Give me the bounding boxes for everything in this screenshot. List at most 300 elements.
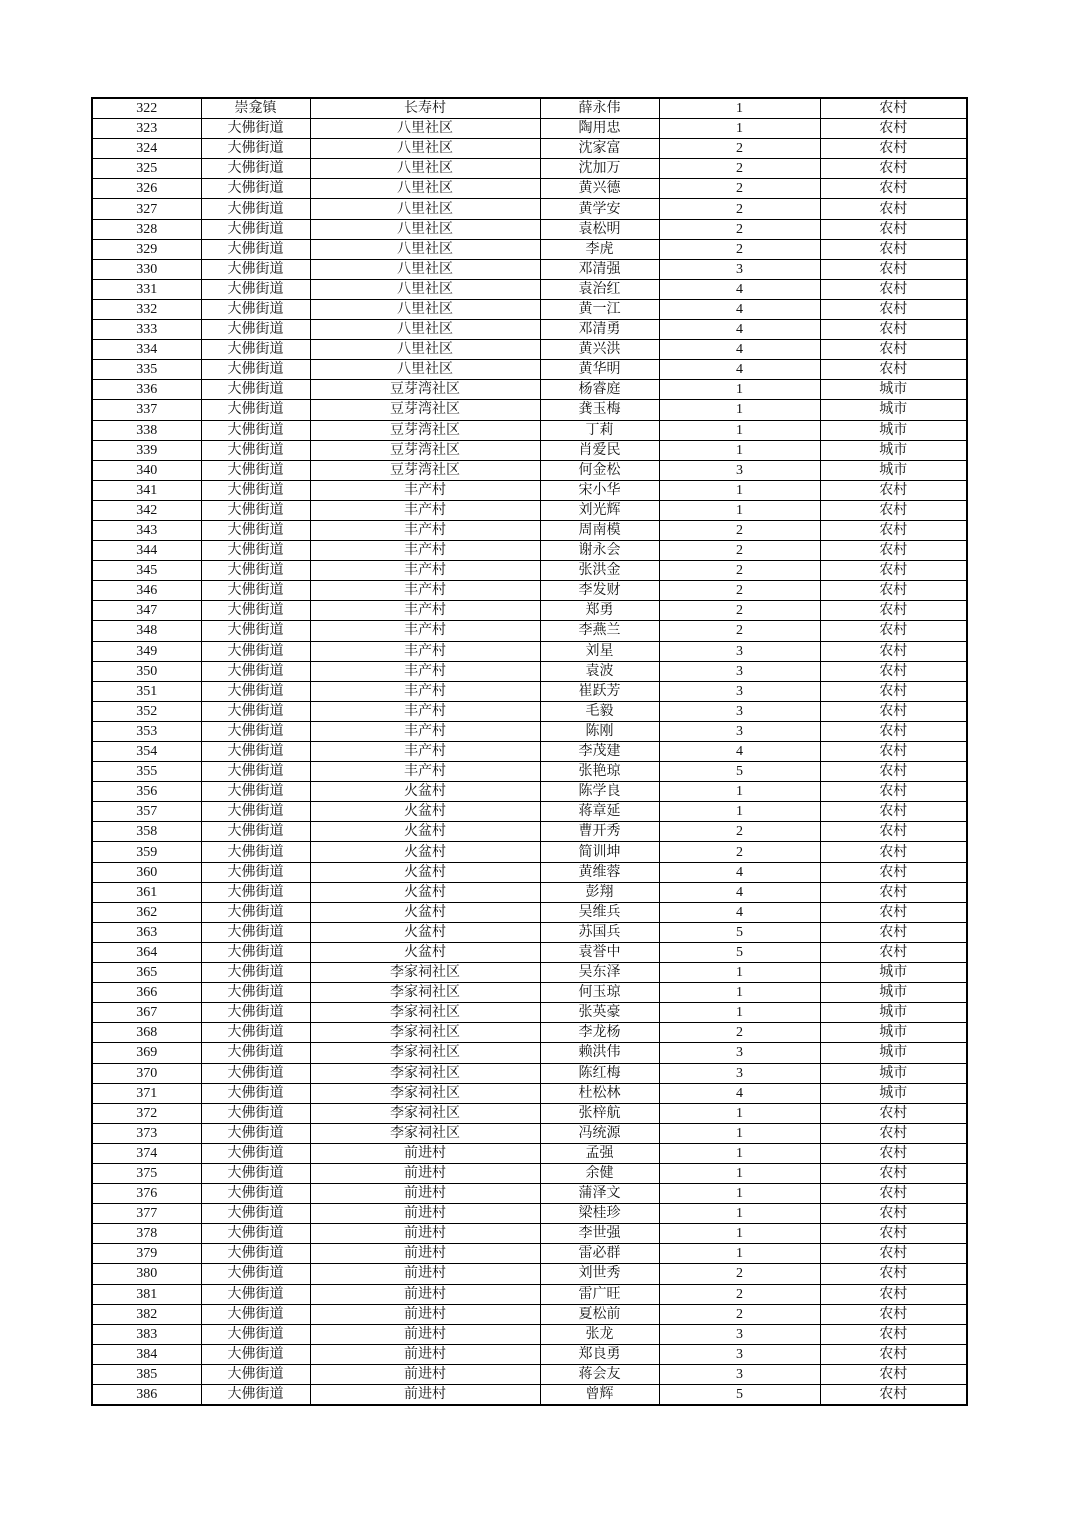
area-type-cell: 农村	[820, 159, 967, 179]
community-cell: 八里社区	[310, 199, 540, 219]
table-row	[92, 942, 967, 962]
name-cell: 陈红梅	[540, 1063, 659, 1083]
community-cell: 火盆村	[310, 802, 540, 822]
count-cell: 1	[659, 1103, 820, 1123]
count-cell: 1	[659, 1224, 820, 1244]
table-row	[92, 1043, 967, 1063]
row-number-cell: 333	[92, 320, 201, 340]
count-cell: 3	[659, 1364, 820, 1384]
area-type-cell: 农村	[820, 762, 967, 782]
area-type-cell: 城市	[820, 1063, 967, 1083]
community-cell: 前进村	[310, 1163, 540, 1183]
area-type-cell: 农村	[820, 882, 967, 902]
table-row	[92, 581, 967, 601]
count-cell: 5	[659, 942, 820, 962]
name-cell: 宋小华	[540, 480, 659, 500]
count-cell: 1	[659, 1204, 820, 1224]
table-row	[92, 561, 967, 581]
town-cell: 大佛街道	[201, 822, 310, 842]
table-row	[92, 681, 967, 701]
name-cell: 龚玉梅	[540, 400, 659, 420]
row-number-cell: 342	[92, 500, 201, 520]
name-cell: 蒲泽文	[540, 1184, 659, 1204]
table-row	[92, 1163, 967, 1183]
town-cell: 大佛街道	[201, 541, 310, 561]
town-cell: 大佛街道	[201, 963, 310, 983]
area-type-cell: 农村	[820, 621, 967, 641]
row-number-cell: 332	[92, 299, 201, 319]
row-number-cell: 353	[92, 721, 201, 741]
town-cell: 大佛街道	[201, 500, 310, 520]
count-cell: 1	[659, 963, 820, 983]
town-cell: 大佛街道	[201, 460, 310, 480]
town-cell: 大佛街道	[201, 882, 310, 902]
town-cell: 大佛街道	[201, 520, 310, 540]
community-cell: 火盆村	[310, 862, 540, 882]
name-cell: 郑良勇	[540, 1344, 659, 1364]
community-cell: 前进村	[310, 1143, 540, 1163]
name-cell: 雷广旺	[540, 1284, 659, 1304]
count-cell: 3	[659, 1063, 820, 1083]
count-cell: 4	[659, 340, 820, 360]
community-cell: 火盆村	[310, 922, 540, 942]
town-cell: 大佛街道	[201, 1284, 310, 1304]
community-cell: 火盆村	[310, 822, 540, 842]
row-number-cell: 349	[92, 641, 201, 661]
area-type-cell: 城市	[820, 380, 967, 400]
table-row	[92, 480, 967, 500]
area-type-cell: 农村	[820, 1143, 967, 1163]
row-number-cell: 347	[92, 601, 201, 621]
town-cell: 大佛街道	[201, 621, 310, 641]
table-row	[92, 1123, 967, 1143]
name-cell: 刘星	[540, 641, 659, 661]
count-cell: 2	[659, 1304, 820, 1324]
count-cell: 2	[659, 581, 820, 601]
row-number-cell: 380	[92, 1264, 201, 1284]
community-cell: 前进村	[310, 1204, 540, 1224]
count-cell: 3	[659, 1324, 820, 1344]
table-row	[92, 119, 967, 139]
name-cell: 杜松林	[540, 1083, 659, 1103]
community-cell: 火盆村	[310, 782, 540, 802]
community-cell: 丰产村	[310, 641, 540, 661]
name-cell: 崔跃芳	[540, 681, 659, 701]
row-number-cell: 329	[92, 239, 201, 259]
table-row	[92, 159, 967, 179]
count-cell: 2	[659, 621, 820, 641]
area-type-cell: 农村	[820, 601, 967, 621]
row-number-cell: 327	[92, 199, 201, 219]
area-type-cell: 农村	[820, 1224, 967, 1244]
row-number-cell: 330	[92, 259, 201, 279]
community-cell: 李家祠社区	[310, 1043, 540, 1063]
row-number-cell: 356	[92, 782, 201, 802]
table-row	[92, 239, 967, 259]
table-row	[92, 882, 967, 902]
town-cell: 大佛街道	[201, 1344, 310, 1364]
name-cell: 吴东泽	[540, 963, 659, 983]
community-cell: 丰产村	[310, 762, 540, 782]
name-cell: 何金松	[540, 460, 659, 480]
community-cell: 李家祠社区	[310, 1123, 540, 1143]
table-row	[92, 922, 967, 942]
community-cell: 前进村	[310, 1324, 540, 1344]
area-type-cell: 农村	[820, 742, 967, 762]
area-type-cell: 农村	[820, 279, 967, 299]
count-cell: 4	[659, 299, 820, 319]
name-cell: 丁莉	[540, 420, 659, 440]
name-cell: 曾辉	[540, 1385, 659, 1406]
count-cell: 4	[659, 902, 820, 922]
row-number-cell: 364	[92, 942, 201, 962]
town-cell: 大佛街道	[201, 762, 310, 782]
row-number-cell: 372	[92, 1103, 201, 1123]
name-cell: 陈刚	[540, 721, 659, 741]
town-cell: 大佛街道	[201, 1143, 310, 1163]
table-row	[92, 701, 967, 721]
count-cell: 1	[659, 1143, 820, 1163]
table-row	[92, 862, 967, 882]
name-cell: 张英豪	[540, 1003, 659, 1023]
town-cell: 大佛街道	[201, 581, 310, 601]
count-cell: 3	[659, 681, 820, 701]
row-number-cell: 377	[92, 1204, 201, 1224]
area-type-cell: 城市	[820, 1023, 967, 1043]
table-row	[92, 802, 967, 822]
count-cell: 2	[659, 1023, 820, 1043]
town-cell: 大佛街道	[201, 440, 310, 460]
area-type-cell: 农村	[820, 661, 967, 681]
count-cell: 1	[659, 1184, 820, 1204]
row-number-cell: 384	[92, 1344, 201, 1364]
area-type-cell: 农村	[820, 581, 967, 601]
name-cell: 邓清强	[540, 259, 659, 279]
count-cell: 1	[659, 1163, 820, 1183]
town-cell: 大佛街道	[201, 862, 310, 882]
community-cell: 八里社区	[310, 320, 540, 340]
count-cell: 4	[659, 320, 820, 340]
row-number-cell: 323	[92, 119, 201, 139]
table-row	[92, 1304, 967, 1324]
name-cell: 刘世秀	[540, 1264, 659, 1284]
count-cell: 1	[659, 380, 820, 400]
count-cell: 3	[659, 1043, 820, 1063]
community-cell: 八里社区	[310, 159, 540, 179]
area-type-cell: 农村	[820, 1364, 967, 1384]
table-row	[92, 1184, 967, 1204]
area-type-cell: 农村	[820, 179, 967, 199]
area-type-cell: 农村	[820, 299, 967, 319]
count-cell: 1	[659, 440, 820, 460]
data-table	[91, 97, 968, 1406]
area-type-cell: 农村	[820, 862, 967, 882]
count-cell: 1	[659, 400, 820, 420]
count-cell: 2	[659, 842, 820, 862]
community-cell: 前进村	[310, 1364, 540, 1384]
row-number-cell: 339	[92, 440, 201, 460]
community-cell: 前进村	[310, 1385, 540, 1406]
table-row	[92, 199, 967, 219]
name-cell: 谢永会	[540, 541, 659, 561]
community-cell: 豆芽湾社区	[310, 440, 540, 460]
area-type-cell: 农村	[820, 139, 967, 159]
town-cell: 大佛街道	[201, 259, 310, 279]
name-cell: 彭翔	[540, 882, 659, 902]
town-cell: 大佛街道	[201, 1123, 310, 1143]
count-cell: 3	[659, 701, 820, 721]
area-type-cell: 城市	[820, 1043, 967, 1063]
area-type-cell: 农村	[820, 199, 967, 219]
count-cell: 4	[659, 882, 820, 902]
community-cell: 丰产村	[310, 520, 540, 540]
town-cell: 大佛街道	[201, 360, 310, 380]
area-type-cell: 农村	[820, 681, 967, 701]
area-type-cell: 农村	[820, 360, 967, 380]
row-number-cell: 352	[92, 701, 201, 721]
town-cell: 大佛街道	[201, 1385, 310, 1406]
area-type-cell: 农村	[820, 1284, 967, 1304]
table-row	[92, 380, 967, 400]
table-row	[92, 1284, 967, 1304]
row-number-cell: 346	[92, 581, 201, 601]
community-cell: 八里社区	[310, 219, 540, 239]
community-cell: 八里社区	[310, 360, 540, 380]
count-cell: 3	[659, 661, 820, 681]
community-cell: 丰产村	[310, 701, 540, 721]
name-cell: 苏国兵	[540, 922, 659, 942]
table-row	[92, 1103, 967, 1123]
community-cell: 丰产村	[310, 480, 540, 500]
row-number-cell: 369	[92, 1043, 201, 1063]
row-number-cell: 365	[92, 963, 201, 983]
town-cell: 大佛街道	[201, 1264, 310, 1284]
name-cell: 李茂建	[540, 742, 659, 762]
row-number-cell: 367	[92, 1003, 201, 1023]
community-cell: 八里社区	[310, 279, 540, 299]
table-row	[92, 299, 967, 319]
table-row	[92, 641, 967, 661]
row-number-cell: 350	[92, 661, 201, 681]
count-cell: 2	[659, 159, 820, 179]
table-row	[92, 1063, 967, 1083]
table-row	[92, 822, 967, 842]
count-cell: 2	[659, 601, 820, 621]
row-number-cell: 326	[92, 179, 201, 199]
area-type-cell: 农村	[820, 239, 967, 259]
table-row	[92, 902, 967, 922]
town-cell: 大佛街道	[201, 1003, 310, 1023]
name-cell: 李龙杨	[540, 1023, 659, 1043]
community-cell: 前进村	[310, 1244, 540, 1264]
community-cell: 丰产村	[310, 721, 540, 741]
community-cell: 丰产村	[310, 581, 540, 601]
community-cell: 八里社区	[310, 259, 540, 279]
area-type-cell: 城市	[820, 1083, 967, 1103]
town-cell: 大佛街道	[201, 320, 310, 340]
community-cell: 前进村	[310, 1184, 540, 1204]
town-cell: 大佛街道	[201, 1023, 310, 1043]
name-cell: 黄学安	[540, 199, 659, 219]
row-number-cell: 328	[92, 219, 201, 239]
town-cell: 大佛街道	[201, 1364, 310, 1384]
name-cell: 梁桂珍	[540, 1204, 659, 1224]
area-type-cell: 农村	[820, 1264, 967, 1284]
table-body	[92, 98, 967, 1405]
count-cell: 4	[659, 742, 820, 762]
town-cell: 大佛街道	[201, 742, 310, 762]
name-cell: 蒋章延	[540, 802, 659, 822]
area-type-cell: 农村	[820, 922, 967, 942]
town-cell: 大佛街道	[201, 1224, 310, 1244]
town-cell: 大佛街道	[201, 1324, 310, 1344]
town-cell: 大佛街道	[201, 842, 310, 862]
count-cell: 2	[659, 822, 820, 842]
community-cell: 火盆村	[310, 902, 540, 922]
town-cell: 大佛街道	[201, 1184, 310, 1204]
town-cell: 大佛街道	[201, 159, 310, 179]
row-number-cell: 335	[92, 360, 201, 380]
table-row	[92, 842, 967, 862]
town-cell: 大佛街道	[201, 119, 310, 139]
row-number-cell: 340	[92, 460, 201, 480]
town-cell: 大佛街道	[201, 239, 310, 259]
row-number-cell: 371	[92, 1083, 201, 1103]
area-type-cell: 城市	[820, 1003, 967, 1023]
name-cell: 黄兴洪	[540, 340, 659, 360]
area-type-cell: 农村	[820, 802, 967, 822]
community-cell: 前进村	[310, 1264, 540, 1284]
table-row	[92, 541, 967, 561]
community-cell: 丰产村	[310, 681, 540, 701]
count-cell: 2	[659, 541, 820, 561]
town-cell: 大佛街道	[201, 219, 310, 239]
community-cell: 丰产村	[310, 500, 540, 520]
name-cell: 张洪金	[540, 561, 659, 581]
name-cell: 薛永伟	[540, 98, 659, 119]
table-row	[92, 1003, 967, 1023]
row-number-cell: 360	[92, 862, 201, 882]
row-number-cell: 378	[92, 1224, 201, 1244]
count-cell: 1	[659, 480, 820, 500]
name-cell: 邓清勇	[540, 320, 659, 340]
name-cell: 吴维兵	[540, 902, 659, 922]
row-number-cell: 370	[92, 1063, 201, 1083]
row-number-cell: 357	[92, 802, 201, 822]
table-row	[92, 1143, 967, 1163]
town-cell: 大佛街道	[201, 340, 310, 360]
community-cell: 豆芽湾社区	[310, 400, 540, 420]
row-number-cell: 382	[92, 1304, 201, 1324]
area-type-cell: 农村	[820, 782, 967, 802]
area-type-cell: 农村	[820, 561, 967, 581]
table-row	[92, 782, 967, 802]
community-cell: 李家祠社区	[310, 1063, 540, 1083]
community-cell: 火盆村	[310, 842, 540, 862]
community-cell: 李家祠社区	[310, 1103, 540, 1123]
row-number-cell: 386	[92, 1385, 201, 1406]
town-cell: 大佛街道	[201, 400, 310, 420]
area-type-cell: 农村	[820, 942, 967, 962]
count-cell: 1	[659, 1244, 820, 1264]
town-cell: 大佛街道	[201, 601, 310, 621]
town-cell: 大佛街道	[201, 1244, 310, 1264]
community-cell: 前进村	[310, 1284, 540, 1304]
row-number-cell: 344	[92, 541, 201, 561]
table-row	[92, 1244, 967, 1264]
name-cell: 黄维蓉	[540, 862, 659, 882]
count-cell: 3	[659, 721, 820, 741]
name-cell: 夏松前	[540, 1304, 659, 1324]
table-row	[92, 1083, 967, 1103]
community-cell: 八里社区	[310, 299, 540, 319]
name-cell: 袁波	[540, 661, 659, 681]
table-row	[92, 279, 967, 299]
count-cell: 5	[659, 1385, 820, 1406]
count-cell: 1	[659, 1123, 820, 1143]
count-cell: 4	[659, 862, 820, 882]
name-cell: 袁誉中	[540, 942, 659, 962]
count-cell: 1	[659, 119, 820, 139]
town-cell: 大佛街道	[201, 681, 310, 701]
row-number-cell: 355	[92, 762, 201, 782]
area-type-cell: 城市	[820, 963, 967, 983]
table-row	[92, 1324, 967, 1344]
table-row	[92, 1224, 967, 1244]
table-row	[92, 420, 967, 440]
name-cell: 袁治红	[540, 279, 659, 299]
town-cell: 大佛街道	[201, 983, 310, 1003]
town-cell: 大佛街道	[201, 782, 310, 802]
row-number-cell: 373	[92, 1123, 201, 1143]
name-cell: 冯统源	[540, 1123, 659, 1143]
row-number-cell: 385	[92, 1364, 201, 1384]
row-number-cell: 341	[92, 480, 201, 500]
town-cell: 大佛街道	[201, 1043, 310, 1063]
town-cell: 大佛街道	[201, 199, 310, 219]
count-cell: 1	[659, 420, 820, 440]
town-cell: 大佛街道	[201, 1163, 310, 1183]
table-row	[92, 320, 967, 340]
community-cell: 八里社区	[310, 239, 540, 259]
table-row	[92, 460, 967, 480]
town-cell: 崇龛镇	[201, 98, 310, 119]
town-cell: 大佛街道	[201, 661, 310, 681]
town-cell: 大佛街道	[201, 1083, 310, 1103]
area-type-cell: 农村	[820, 1385, 967, 1406]
table-row	[92, 1364, 967, 1384]
town-cell: 大佛街道	[201, 942, 310, 962]
count-cell: 2	[659, 561, 820, 581]
count-cell: 2	[659, 199, 820, 219]
area-type-cell: 农村	[820, 119, 967, 139]
row-number-cell: 343	[92, 520, 201, 540]
community-cell: 李家祠社区	[310, 1023, 540, 1043]
row-number-cell: 361	[92, 882, 201, 902]
count-cell: 1	[659, 802, 820, 822]
table-row	[92, 259, 967, 279]
name-cell: 黄兴德	[540, 179, 659, 199]
name-cell: 刘光辉	[540, 500, 659, 520]
community-cell: 丰产村	[310, 621, 540, 641]
town-cell: 大佛街道	[201, 380, 310, 400]
name-cell: 陶用忠	[540, 119, 659, 139]
town-cell: 大佛街道	[201, 179, 310, 199]
community-cell: 丰产村	[310, 661, 540, 681]
area-type-cell: 农村	[820, 520, 967, 540]
community-cell: 豆芽湾社区	[310, 420, 540, 440]
table-row	[92, 983, 967, 1003]
